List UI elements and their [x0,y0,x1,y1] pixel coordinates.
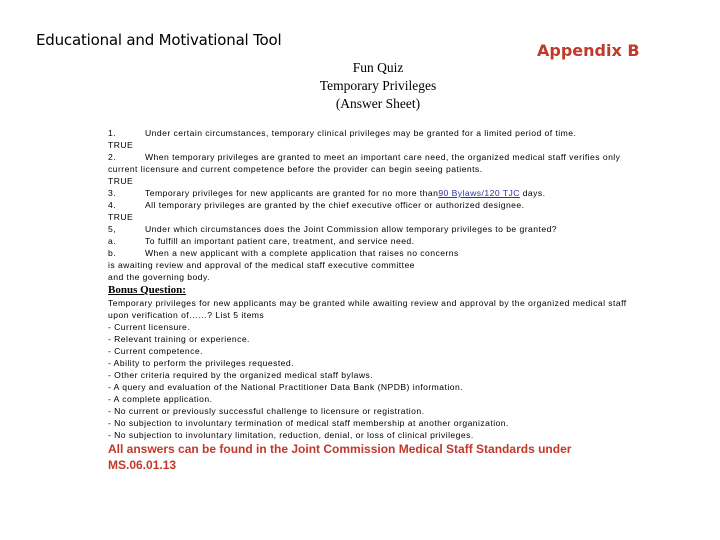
question-1-text: Under certain circumstances, temporary clinical privileges may be granted for a limited period of time. [145,128,577,138]
footer-note [108,441,668,473]
answer-a-text: To fulfill an important patient care, treatment, and service need. [145,236,415,246]
question-3-text-end: days. [519,188,546,198]
question-2 [108,151,668,163]
question-2-text: When temporary privileges are granted to meet an important care need, the organized medical staff verifies only [145,152,621,162]
question-1 [108,127,668,139]
question-3-text: Temporary privileges for new applicants are granted for no more than [145,188,439,198]
question-5-number: 5, [108,224,117,234]
tool-title: Educational and Motivational Tool [36,31,282,49]
bonus-question-intro-1: Temporary privileges for new applicants may be granted while awaiting review and approval by the organized medical staff [108,298,627,308]
quiz-title-line-3: (Answer Sheet) [335,96,421,111]
quiz-title-line-2: Temporary Privileges [319,78,437,93]
list-item: - No current or previously successful challenge to licensure or registration. [108,406,425,416]
answer-b-continuation-2: and the governing body. [108,272,210,282]
question-4-number: 4. [108,200,117,210]
question-5-text: Under which circumstances does the Joint Commission allow temporary privileges to be granted? [145,224,558,234]
answer-a-letter: a. [108,236,117,246]
question-4 [108,199,668,211]
bonus-question-title: Bonus Question: [108,284,186,296]
question-5-answer-b [108,247,668,259]
list-item: - A query and evaluation of the National Practitioner Data Bank (NPDB) information. [108,382,464,392]
appendix-label: Appendix B [537,41,640,60]
question-4-answer: TRUE [108,212,134,222]
question-1-number: 1. [108,128,117,138]
list-item: - A complete application. [108,394,213,404]
answer-b-text: When a new applicant with a complete application that raises no concerns [145,248,459,258]
list-item: - Other criteria required by the organized medical staff bylaws. [108,370,374,380]
list-item: - No subjection to involuntary termination of medical staff membership at another organization. [108,418,509,428]
list-item: - Current competence. [108,346,203,356]
question-5 [108,223,668,235]
question-2-answer: TRUE [108,176,134,186]
bonus-answer-list [108,321,668,441]
question-3-answer-link[interactable]: 90 Bylaws/120 TJC [438,188,520,198]
answer-b-letter: b. [108,248,117,258]
question-3 [108,187,668,199]
bonus-question-intro-2: upon verification of……? List 5 items [108,310,265,320]
question-2-continuation: current licensure and current competence before the provider can begin seeing patients. [108,164,483,174]
question-3-number: 3. [108,188,117,198]
quiz-title [300,59,456,113]
footer-line-2: MS.06.01.13 [108,458,177,472]
question-5-answer-a [108,235,668,247]
answer-b-continuation-1: is awaiting review and approval of the medical staff executive committee [108,260,415,270]
list-item: - Current licensure. [108,322,191,332]
list-item: - Ability to perform the privileges requested. [108,358,294,368]
list-item: - Relevant training or experience. [108,334,250,344]
list-item: - No subjection to involuntary limitation, reduction, denial, or loss of clinical privileges. [108,430,474,440]
quiz-title-line-1: Fun Quiz [352,60,404,75]
footer-line-1: All answers can be found in the Joint Commission Medical Staff Standards under [108,442,572,456]
answer-sheet-body [108,127,668,441]
question-1-answer: TRUE [108,140,134,150]
question-2-number: 2. [108,152,117,162]
question-4-text: All temporary privileges are granted by the chief executive officer or authorized designee. [145,200,525,210]
